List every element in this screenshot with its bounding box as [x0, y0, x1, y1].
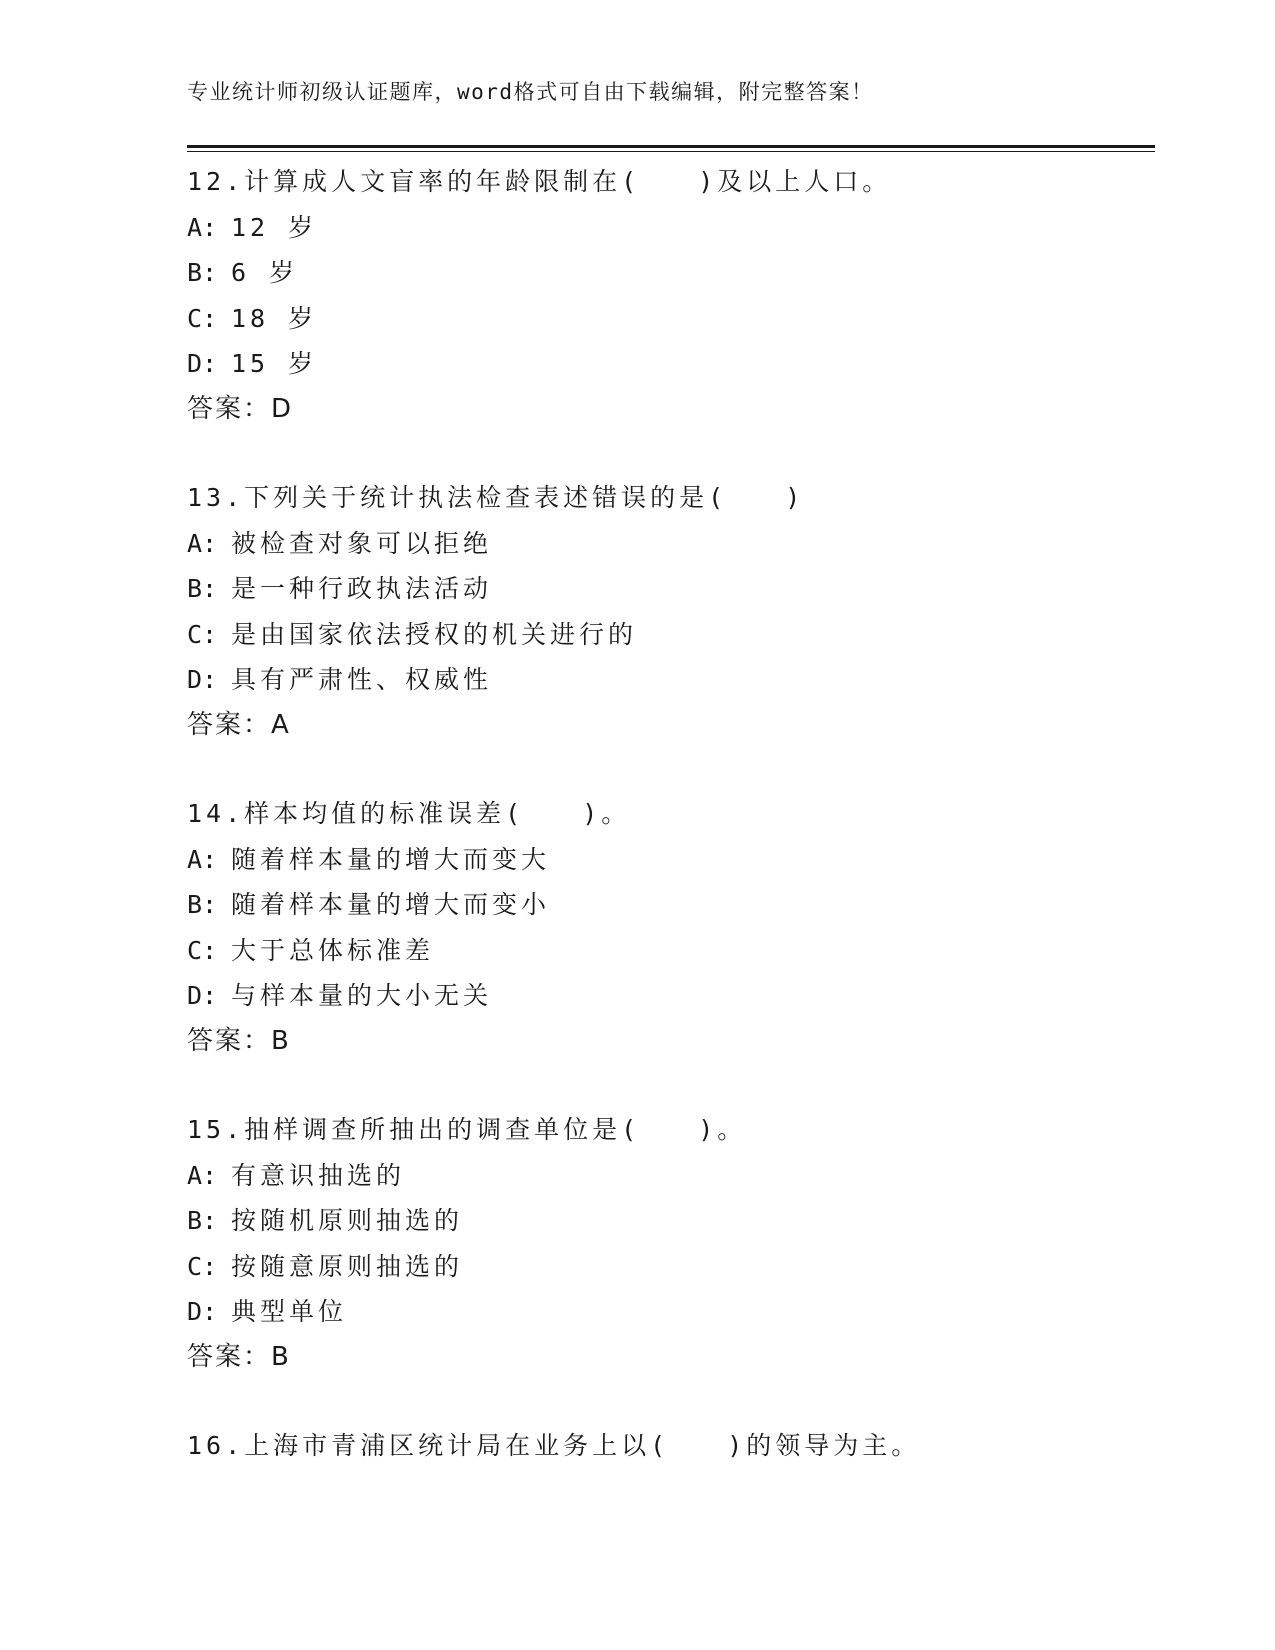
answer-line — [187, 1019, 1155, 1065]
option-text: 15 岁 — [231, 349, 318, 378]
option-label: C: — [187, 1251, 218, 1281]
option-label: D: — [187, 981, 218, 1010]
option-text: 典型单位 — [231, 1297, 348, 1326]
option-label: A: — [187, 1160, 218, 1190]
option-a — [187, 205, 1155, 251]
option-label: D: — [187, 1297, 218, 1326]
option-text: 是由国家依法授权的机关进行的 — [231, 619, 638, 649]
header-divider-thick — [187, 145, 1155, 148]
option-d — [187, 973, 1155, 1019]
option-text: 与样本量的大小无关 — [231, 981, 493, 1010]
option-label: B: — [187, 258, 218, 287]
option-label: C: — [187, 619, 218, 649]
answer-value: D — [271, 393, 294, 424]
question-15 — [187, 1107, 1155, 1380]
option-text: 被检查对象可以拒绝 — [231, 528, 493, 558]
answer-line — [187, 703, 1155, 749]
option-text: 按随意原则抽选的 — [231, 1251, 464, 1281]
option-text: 是一种行政执法活动 — [231, 574, 493, 603]
option-c — [187, 1244, 1155, 1290]
option-text: 随着样本量的增大而变大 — [231, 844, 551, 874]
option-label: B: — [187, 890, 218, 919]
header-note: 专业统计师初级认证题库，word格式可自由下载编辑，附完整答案！ — [187, 80, 874, 104]
question-stem: 16.上海市青浦区统计局在业务上以( )的领导为主。 — [187, 1431, 921, 1460]
option-b — [187, 882, 1155, 928]
answer-line — [187, 387, 1155, 433]
header-divider-thin — [187, 151, 1155, 152]
answer-value: B — [271, 1341, 291, 1372]
answer-value: A — [271, 709, 291, 740]
option-text: 有意识抽选的 — [231, 1160, 406, 1190]
option-text: 大于总体标准差 — [231, 935, 435, 965]
option-label: C: — [187, 303, 218, 333]
option-b — [187, 250, 1155, 296]
question-16 — [187, 1423, 1155, 1469]
answer-line — [187, 1335, 1155, 1381]
option-label: A: — [187, 212, 218, 242]
option-label: A: — [187, 528, 218, 558]
option-label: B: — [187, 1206, 218, 1235]
question-14 — [187, 791, 1155, 1064]
answer-label: 答案： — [187, 393, 272, 424]
option-b — [187, 1198, 1155, 1244]
option-text: 6 岁 — [231, 258, 299, 287]
option-label: C: — [187, 935, 218, 965]
answer-label: 答案： — [187, 1341, 272, 1372]
option-b — [187, 566, 1155, 612]
option-text: 具有严肃性、权威性 — [231, 665, 493, 694]
question-stem: 13.下列关于统计执法检查表述错误的是( ) — [187, 483, 805, 512]
question-13 — [187, 475, 1155, 748]
option-text: 随着样本量的增大而变小 — [231, 890, 551, 919]
option-label: D: — [187, 665, 218, 694]
answer-label: 答案： — [187, 1025, 272, 1056]
option-label: D: — [187, 349, 218, 378]
question-list — [187, 159, 1155, 1512]
question-stem: 15.抽样调查所抽出的调查单位是( )。 — [187, 1115, 747, 1144]
option-text: 18 岁 — [231, 303, 318, 333]
option-a — [187, 837, 1155, 883]
option-c — [187, 296, 1155, 342]
option-label: B: — [187, 574, 218, 603]
option-d — [187, 1289, 1155, 1335]
option-c — [187, 612, 1155, 658]
question-stem: 14.样本均值的标准误差( )。 — [187, 799, 631, 828]
option-text: 12 岁 — [231, 212, 318, 242]
option-c — [187, 928, 1155, 974]
option-text: 按随机原则抽选的 — [231, 1206, 464, 1235]
answer-label: 答案： — [187, 709, 272, 740]
question-stem: 12.计算成人文盲率的年龄限制在( )及以上人口。 — [187, 167, 892, 196]
question-12 — [187, 159, 1155, 432]
option-label: A: — [187, 844, 218, 874]
option-d — [187, 657, 1155, 703]
option-d — [187, 341, 1155, 387]
option-a — [187, 521, 1155, 567]
option-a — [187, 1153, 1155, 1199]
answer-value: B — [271, 1025, 291, 1056]
